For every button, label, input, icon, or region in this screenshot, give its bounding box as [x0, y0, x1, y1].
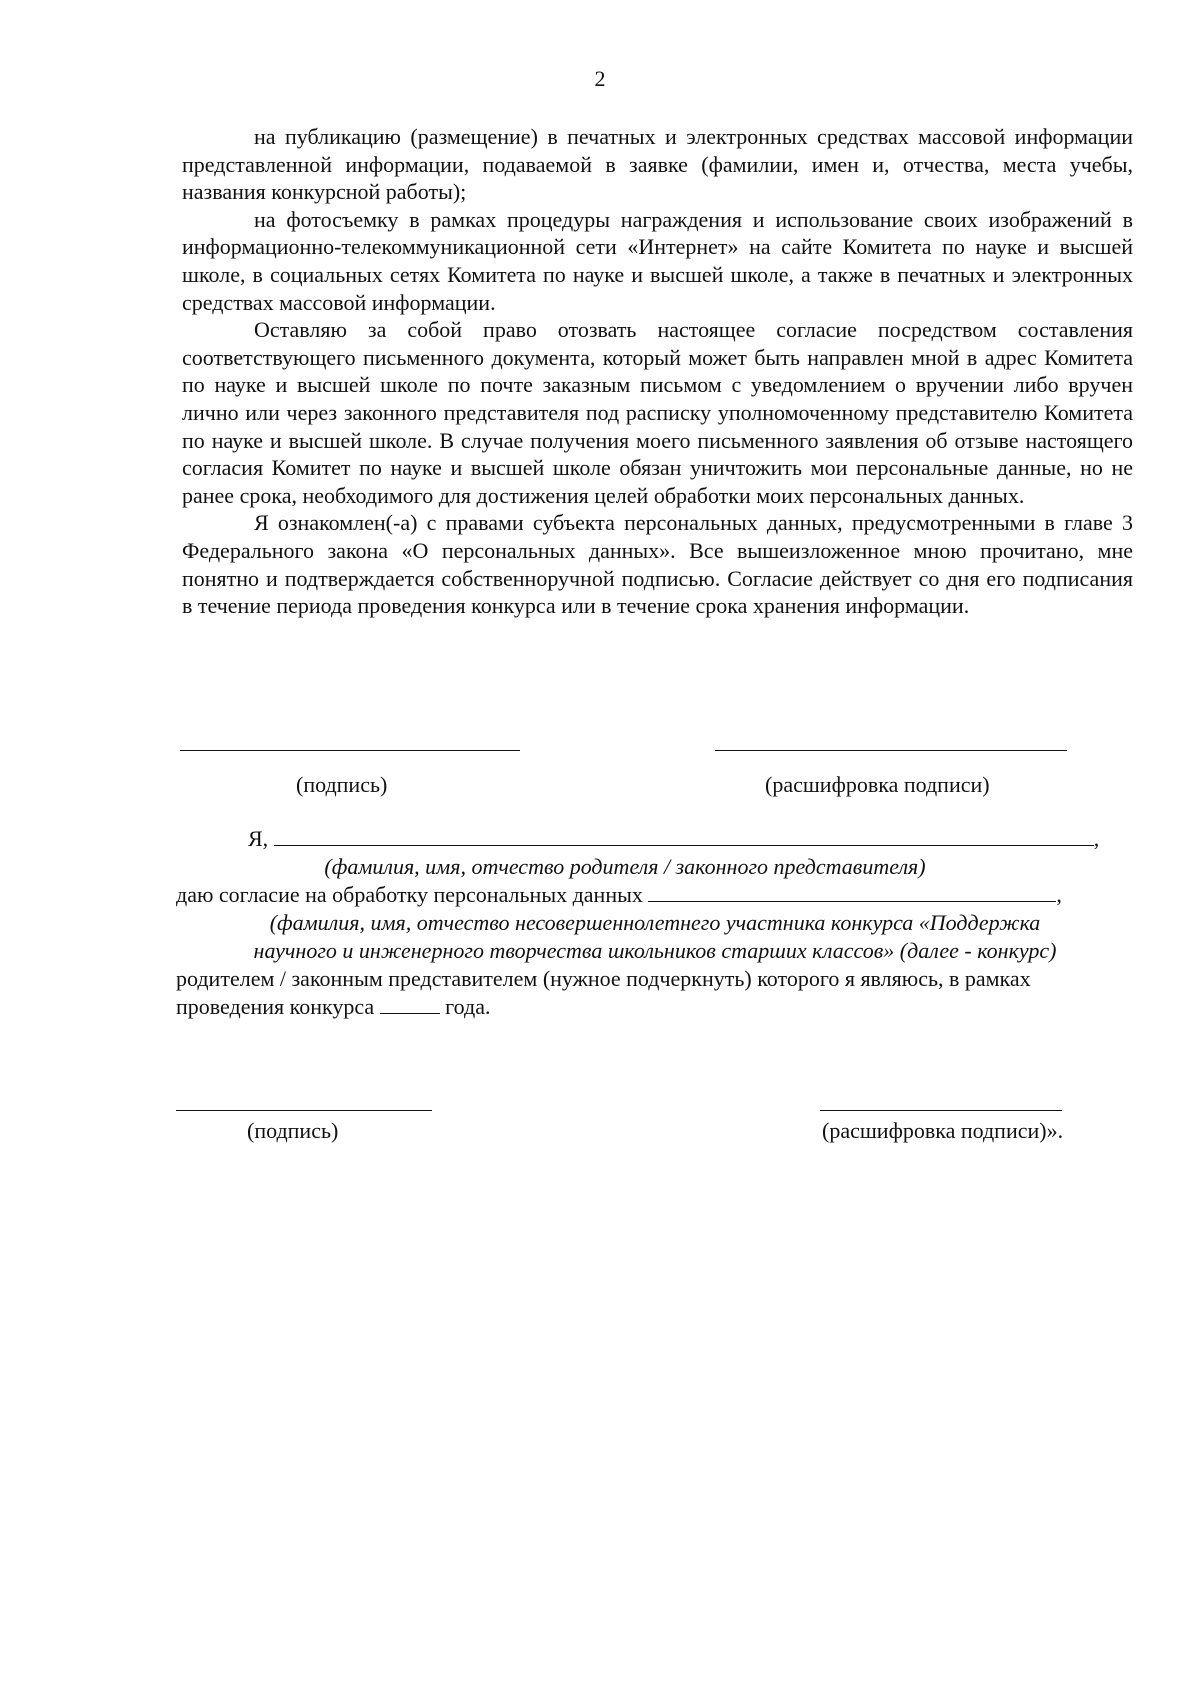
contest-year-suffix: года.	[445, 994, 491, 1019]
signature-label-2: (подпись)	[247, 1118, 339, 1143]
paragraph-acknowledgement: Я ознакомлен(-а) с правами субъекта персональных данных, предусмотренными в главе 3 Федерального закона «О персональных данных». Все вышеизложенное мною прочитано, мне понятно и подтверждается собственноручной подписью. Согласие действует со дня его подписания в течение периода проведения конкурса или в течение срока хранения информации.	[182, 510, 1133, 619]
parent-name-note: (фамилия, имя, отчество родителя / законного представителя)	[324, 854, 926, 879]
child-name-note-line-1: (фамилия, имя, отчество несовершеннолетнего участника конкурса «Поддержка	[269, 910, 1041, 935]
paragraph-photo-consent: на фотосъемку в рамках процедуры награждения и использование своих изображений в информационно-телекоммуникационной сети «Интернет» на сайте Комитета по науке и высшей школе, в социальных сетях Комитета по науке и высшей школе, а также в печатных и электронных средствах массовой информации.	[182, 206, 1133, 315]
contest-year-row	[176, 993, 1134, 1021]
parent-name-row	[176, 825, 1134, 853]
body-text	[182, 123, 1133, 620]
child-name-suffix: ,	[1056, 882, 1062, 907]
signature-decode-line	[715, 750, 1067, 751]
signature-line	[180, 750, 520, 751]
paragraph-withdrawal: Оставляю за собой право отозвать настоящее согласие посредством составления соответствующего письменного документа, который может быть направлен мной в адрес Комитета по науке и высшей школе по почте заказным письмом с уведомлением о вручении либо вручен лично или через законного представителя под расписку уполномоченному представителю Комитета по науке и высшей школе. В случае получения моего письменного заявления об отзыве настоящего согласия Комитет по науке и высшей школе обязан уничтожить мои персональные данные, но не ранее срока, необходимого для достижения целей обработки моих персональных данных.	[182, 317, 1133, 508]
child-name-field[interactable]	[648, 881, 1056, 902]
child-name-prefix: даю согласие на обработку персональных данных	[176, 882, 643, 907]
contest-year-field[interactable]	[380, 995, 440, 1014]
paragraph-publication-consent: на публикацию (размещение) в печатных и электронных средствах массовой информации представленной информации, подаваемой в заявке (фамилии, имен и, отчества, места учебы, названия конкурсной работы);	[182, 124, 1133, 205]
contest-year-prefix: проведения конкурса	[176, 994, 375, 1019]
signature-label: (подпись)	[296, 772, 388, 797]
signature-decode-label-2: (расшифровка подписи)».	[822, 1118, 1064, 1143]
parent-name-prefix: Я,	[248, 826, 269, 851]
parent-name-field[interactable]	[274, 825, 1094, 846]
child-name-row	[176, 881, 1134, 909]
signature-decode-label: (расшифровка подписи)	[765, 772, 990, 797]
parent-name-suffix: ,	[1093, 826, 1100, 851]
child-name-note-line-2: научного и инженерного творчества школьников старших классов» (далее - конкурс)	[253, 938, 1057, 963]
page-number: 2	[594, 66, 606, 91]
signature-line-2	[176, 1110, 432, 1111]
signature-decode-line-2	[820, 1110, 1062, 1111]
relationship-row: родителем / законным представителем (нужное подчеркнуть) которого я являюсь, в рамках	[176, 966, 1031, 991]
parent-consent-block	[176, 825, 1134, 1021]
